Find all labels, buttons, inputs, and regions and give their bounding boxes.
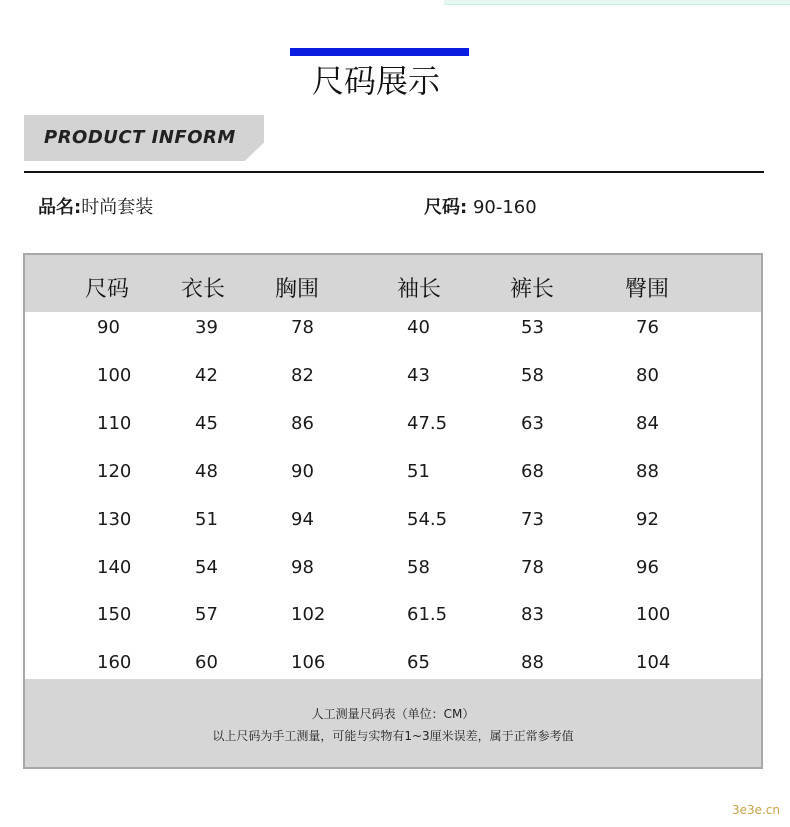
product-size-range (424, 193, 537, 219)
product-size-label: 尺码: (424, 197, 468, 218)
product-name-value: 时尚套装 (81, 197, 154, 218)
table-cell: 92 (636, 508, 659, 530)
table-cell: 58 (521, 364, 544, 386)
table-cell: 54.5 (407, 508, 448, 530)
table-cell: 76 (636, 317, 659, 338)
table-cell: 43 (407, 364, 430, 386)
table-cell: 140 (97, 556, 132, 578)
table-cell: 63 (521, 412, 544, 434)
table-cell: 39 (195, 317, 218, 338)
header-top-length: 衣长 (181, 277, 226, 302)
table-cell: 88 (521, 652, 544, 674)
table-cell: 54 (195, 556, 218, 578)
table-cell: 58 (407, 556, 430, 578)
table-cell: 78 (291, 317, 314, 338)
section-divider (24, 171, 764, 173)
table-cell: 42 (195, 364, 218, 386)
table-cell: 104 (636, 652, 671, 674)
size-table (23, 253, 763, 769)
header-chest: 胸围 (275, 277, 320, 302)
table-cell: 100 (636, 604, 671, 626)
table-cell: 40 (407, 317, 430, 338)
title-accent-bar (290, 48, 469, 56)
table-cell: 84 (636, 412, 659, 434)
table-row (25, 509, 761, 557)
product-size-value: 90-160 (472, 197, 537, 218)
page-title: 尺码展示 (311, 62, 440, 100)
table-cell: 94 (291, 508, 314, 530)
size-table-footer (25, 679, 761, 767)
table-cell: 86 (291, 412, 314, 434)
product-name-label: 品名: (38, 197, 82, 218)
table-cell: 88 (636, 460, 659, 482)
table-row (25, 557, 761, 605)
table-row (25, 461, 761, 509)
table-row (25, 604, 761, 652)
table-cell: 120 (97, 460, 132, 482)
table-cell: 90 (291, 460, 314, 482)
table-cell: 73 (521, 508, 544, 530)
header-pants-length: 裤长 (510, 277, 555, 302)
table-cell: 65 (407, 652, 430, 674)
watermark: 3e3e.cn (731, 803, 780, 817)
table-cell: 61.5 (407, 604, 448, 626)
header-hip: 臀围 (625, 277, 670, 302)
table-cell: 160 (97, 652, 132, 674)
table-cell: 48 (195, 460, 218, 482)
product-name (38, 193, 153, 219)
table-cell: 106 (291, 652, 326, 674)
table-cell: 96 (636, 556, 659, 578)
table-cell: 80 (636, 364, 659, 386)
table-row (25, 317, 761, 365)
table-cell: 47.5 (407, 412, 448, 434)
table-cell: 60 (195, 652, 218, 674)
header-size: 尺码 (85, 277, 130, 302)
table-cell: 53 (521, 317, 544, 338)
table-cell: 57 (195, 604, 218, 626)
table-note-title: 人工测量尺码表（单位：CM） (311, 707, 475, 721)
table-cell: 130 (97, 508, 132, 530)
table-cell: 83 (521, 604, 544, 626)
table-cell: 51 (407, 460, 430, 482)
table-cell: 110 (97, 412, 132, 434)
section-banner-label: PRODUCT INFORM (44, 127, 236, 148)
table-cell: 68 (521, 460, 544, 482)
table-cell: 150 (97, 604, 132, 626)
table-cell: 90 (97, 317, 120, 338)
table-note-disclaimer: 以上尺码为手工测量，可能与实物有1~3厘米误差，属于正常参考值 (212, 729, 574, 743)
size-table-header (25, 255, 761, 312)
table-cell: 82 (291, 364, 314, 386)
table-cell: 78 (521, 556, 544, 578)
table-cell: 100 (97, 364, 132, 386)
table-row (25, 413, 761, 461)
table-cell: 45 (195, 412, 218, 434)
table-cell: 51 (195, 508, 218, 530)
top-decorative-strip (444, 0, 790, 5)
table-cell: 102 (291, 604, 326, 626)
table-row (25, 365, 761, 413)
table-cell: 98 (291, 556, 314, 578)
header-sleeve: 袖长 (397, 277, 442, 302)
